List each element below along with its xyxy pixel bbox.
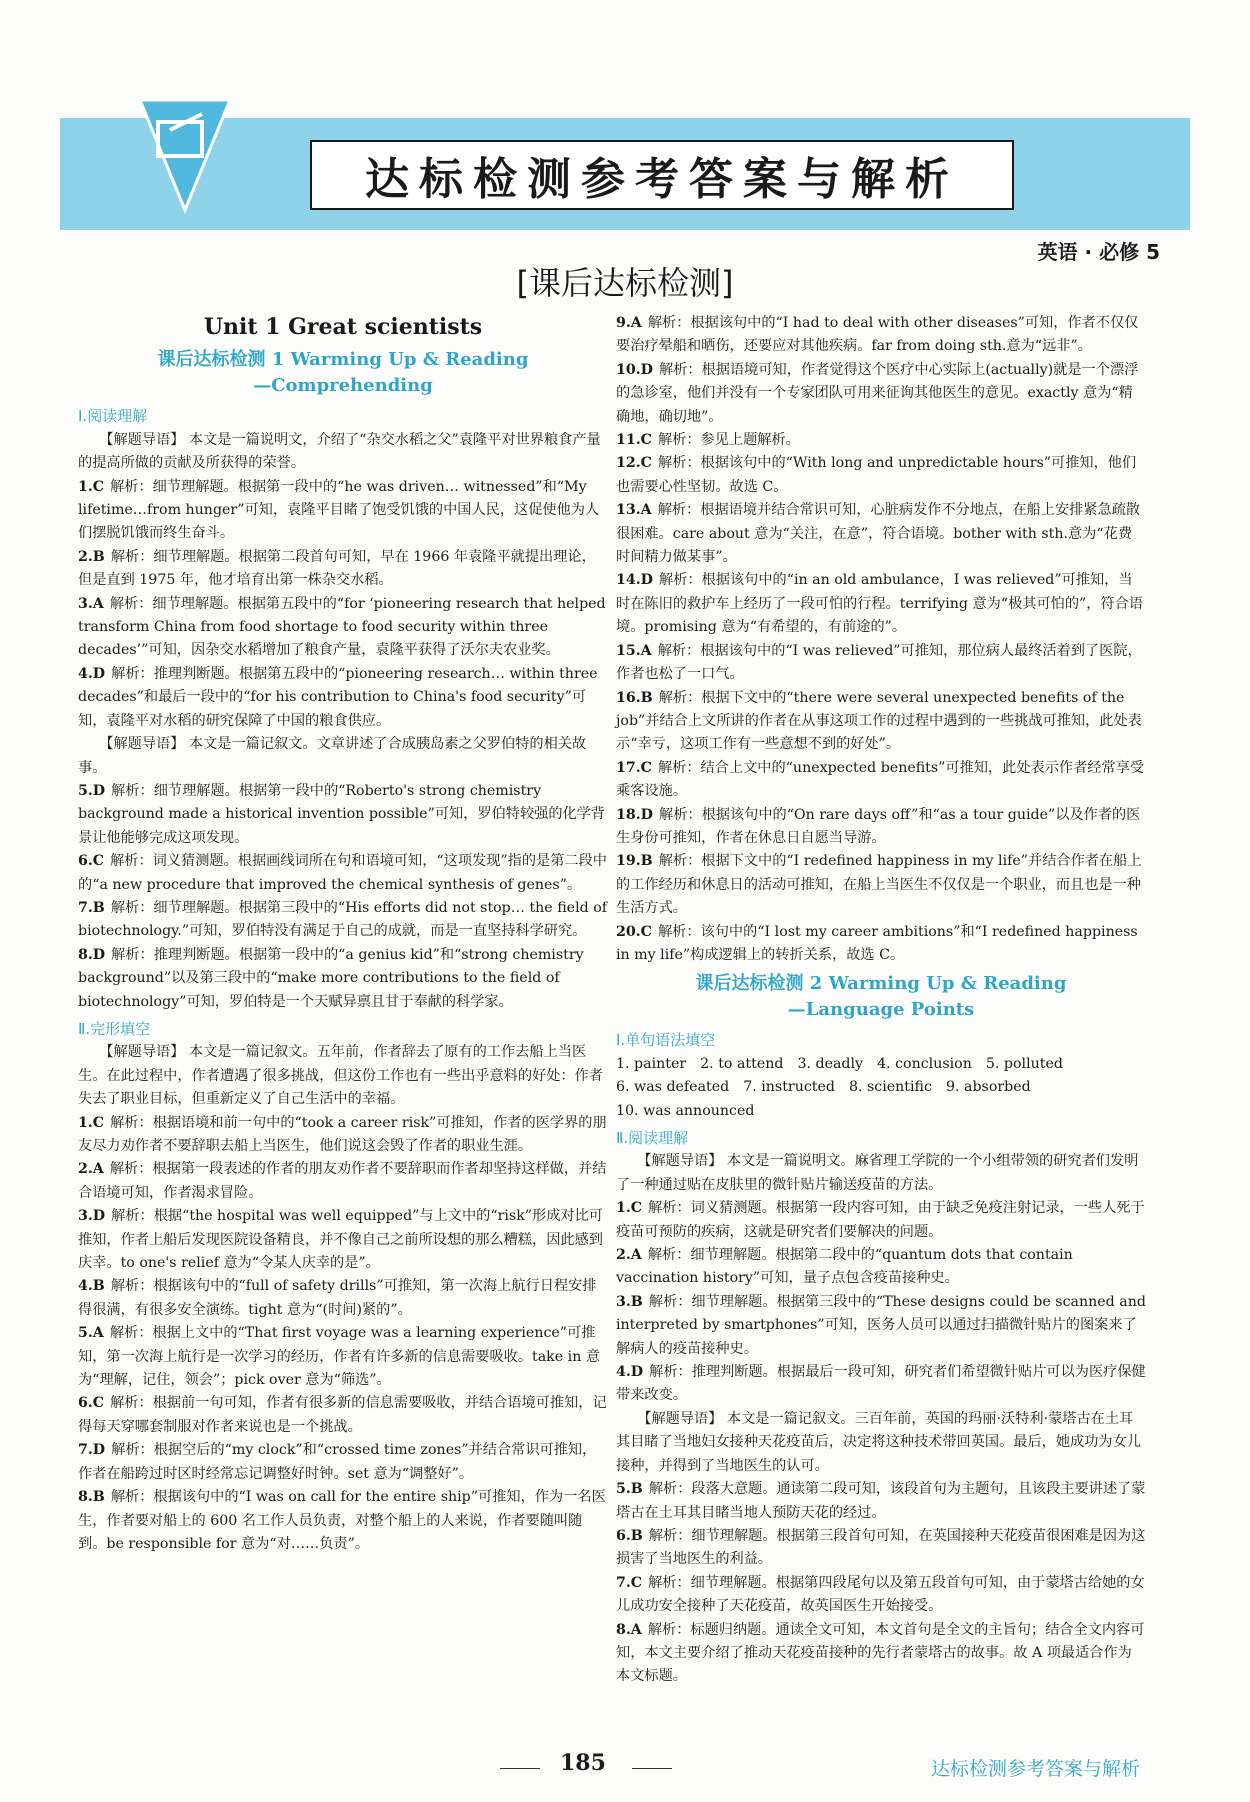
- page-footer: [0, 1750, 1250, 1790]
- answer-number: 2.A: [78, 1161, 104, 1178]
- fill-answer: 2. to attend: [700, 1055, 784, 1072]
- answer-explanation: 解析：根据前一句可知，作者有很多新的信息需要吸收，并结合语境可推知，记得每天穿哪套制服对作者来说也是一个挑战。: [78, 1395, 607, 1435]
- answer-explanation: 解析：根据空后的“my clock”和“crossed time zones”并结合常识可推知，作者在船跨过时区时经常忘记调整好时钟。set 意为“调整好”。: [78, 1442, 597, 1482]
- answer-explanation: 解析：根据语境可知，作者觉得这个医疗中心实际上(actually)就是一个漂浮的急诊室，他们并没有一个专家团队可用来征询其他医生的意见。exactly 意为“精确地，确切地”。: [616, 361, 1139, 425]
- answer-list: [616, 1197, 1146, 1408]
- answer-item: [616, 1244, 1146, 1291]
- answer-explanation: 解析：细节理解题。根据第一段中的“he was driven… witnessed”和“My lifetime…from hunger”可知，袁隆平目睹了饱受饥饿的中国人民，这促使他为人们摆脱饥饿而终生奋斗。: [78, 478, 600, 542]
- answer-item: [616, 1361, 1146, 1408]
- answer-number: 3.D: [78, 1208, 106, 1225]
- answer-explanation: 解析：根据该句中的“full of safety drills”可推知，第一次海上航行日程安排得很满，有很多安全演练。tight 意为“(时间)紧的”。: [78, 1278, 597, 1318]
- answer-item: [78, 476, 608, 546]
- answer-explanation: 解析：根据“the hospital was well equipped”与上文中的“risk”形成对比可推知，作者上船后发现医院设备精良，并不像自己之前所设想的那么糟糕，因此感到庆幸。to one's relief 意为“令某人庆幸的是”。: [78, 1208, 603, 1272]
- lesson-title-line2: —Comprehending: [253, 375, 433, 397]
- answer-item: [78, 1322, 608, 1392]
- answer-number: 7.C: [616, 1574, 643, 1591]
- answer-explanation: 解析：根据语境并结合常识可知，心脏病发作不分地点，在船上安排紧急疏散很困难。care about 意为“关注，在意”，符合语境。bother with sth.意为“花费时间精力做某事”。: [616, 502, 1141, 566]
- answer-explanation: 解析：细节理解题。根据第五段中的“for ‘pioneering research that helped transform China from food shortage to food security within three decades’”可知，因杂交水稻增加了粮食产量，袁隆平获得了沃尔夫农业奖。: [78, 595, 606, 659]
- answer-number: 1.C: [78, 1114, 105, 1131]
- answer-explanation: 解析：标题归纳题。通读全文可知，本文首句是全文的主旨句；结合全文内容可知，本文主要介绍了推动天花疫苗接种的先行者蒙塔古的故事。故 A 项最适合作为本文标题。: [616, 1621, 1145, 1685]
- answer-item: [78, 546, 608, 593]
- answer-explanation: 解析：细节理解题。根据第四段尾句以及第五段首句可知，由于蒙塔古给她的女儿成功安全接种了天花疫苗，故英国医生开始接受。: [616, 1574, 1145, 1615]
- answer-explanation: 解析：细节理解题。根据第三段中的“These designs could be scanned and interpreted by smartphones”可知，医务人员可以通过扫描微针贴片的图案来了解病人的疫苗接种史。: [616, 1293, 1146, 1357]
- answer-number: 8.B: [78, 1489, 105, 1506]
- fill-answer: 7. instructed: [743, 1079, 835, 1096]
- answer-explanation: 解析：推理判断题。根据第一段中的“a genius kid”和“strong chemistry background”以及第三段中的“make more contributions to the field of biotechnology”可知，罗伯特是一个天赋异禀且甘于奉献的科学家。: [78, 946, 584, 1010]
- answer-item: [616, 1478, 1146, 1525]
- answer-item: [616, 687, 1146, 757]
- answer-item: [78, 780, 608, 850]
- answer-number: 4.D: [616, 1364, 644, 1381]
- unit-title: Unit 1 Great scientists: [203, 314, 483, 340]
- answer-item: [616, 429, 1146, 452]
- answer-number: 1.C: [78, 478, 105, 495]
- lesson-title-line2: —Language Points: [787, 999, 975, 1021]
- lesson-title-line1: 课后达标检测 2 Warming Up & Reading: [695, 973, 1067, 995]
- answer-explanation: 解析：根据该句中的“On rare days off”和“as a tour guide”以及作者的医生身份可推知，作者在休息日自愿当导游。: [616, 806, 1141, 846]
- answer-number: 6.C: [78, 853, 105, 870]
- answer-explanation: 解析：根据上文中的“That first voyage was a learning experience”可推知，第一次海上航行是一次学习的经历，作者有许多新的信息需要吸收。take in 意为“理解，记住，领会”；pick over 意为“筛选”。: [78, 1325, 601, 1389]
- answer-item: [616, 569, 1146, 639]
- answer-explanation: 解析：根据该句中的“in an old ambulance，I was relieved”可推知，当时在陈旧的救护车上经历了一段可怕的行程。terrifying 意为“极其可怕的”，符合语境。promising 意为“有希望的，有前途的”。: [616, 572, 1144, 636]
- footer-title: 达标检测参考答案与解析: [930, 1758, 1140, 1780]
- answer-item: [616, 312, 1146, 359]
- answer-list: [78, 476, 608, 733]
- answer-explanation: 解析：词义猜测题。根据画线词所在句和语境可知，“这项发现”指的是第二段中的“a new procedure that improved the chemical synthesis of genes”。: [78, 853, 607, 893]
- answer-explanation: 解析：根据该句中的“I was relieved”可推知，那位病人最终活着到了医院，作者也松了一口气。: [616, 642, 1142, 683]
- guide-paragraph: 【解题导语】 本文是一篇记叙文。文章讲述了合成胰岛素之父罗伯特的相关故事。: [78, 736, 587, 776]
- subsection-reading: Ⅱ.阅读理解: [616, 1129, 689, 1147]
- answer-number: 13.A: [616, 502, 652, 519]
- answer-item: [78, 897, 608, 944]
- answer-item: [78, 593, 608, 663]
- answer-item: [78, 944, 608, 1014]
- answer-item: [616, 1525, 1146, 1572]
- lesson-title: [616, 971, 1146, 1023]
- subject-label: 英语 · 必修 5: [1037, 240, 1160, 264]
- answer-item: [78, 1486, 608, 1556]
- answer-explanation: 解析：段落大意题。通读第二段可知，该段首句为主题句，且该段主要讲述了蒙塔古在土耳其目睹当地人预防天花的经过。: [616, 1481, 1146, 1521]
- answer-explanation: 解析：细节理解题。根据第三段首句可知，在英国接种天花疫苗很困难是因为这损害了当地医生的利益。: [616, 1527, 1146, 1568]
- guide-paragraph: 【解题导语】 本文是一篇说明文。麻省理工学院的一个小组带领的研究者们发明了一种通过贴在皮肤里的微针贴片输送疫苗的方法。: [616, 1153, 1139, 1193]
- answer-number: 19.B: [616, 853, 653, 870]
- answer-explanation: 解析：根据该句中的“I was on call for the entire ship”可推知，作为一名医生，作者要对船上的 600 名工作人员负责，对整个船上的人来说，作者要随叫随到。be responsible for 意为“对……负责”。: [78, 1489, 606, 1552]
- page-number: 185: [560, 1750, 606, 1776]
- lesson-title: [78, 347, 608, 399]
- subsection-cloze: Ⅱ.完形填空: [78, 1019, 151, 1038]
- fill-answers-row: [616, 1100, 1146, 1123]
- answer-item: [78, 1439, 608, 1486]
- answer-explanation: 解析：参见上题解析。: [657, 432, 800, 449]
- answer-number: 17.C: [616, 759, 652, 776]
- answer-item: [78, 1392, 608, 1439]
- answer-number: 5.A: [78, 1325, 104, 1342]
- answer-list: [78, 1112, 608, 1557]
- answer-number: 7.B: [78, 899, 105, 916]
- answer-number: 16.B: [616, 689, 653, 706]
- book-quill-logo-icon: [110, 100, 260, 250]
- answer-explanation: 解析：细节理解题。根据第二段首句可知，早在 1966 年袁隆平就提出理论，但是直到 1975 年，他才培育出第一株杂交水稻。: [78, 548, 596, 589]
- answer-number: 11.C: [616, 432, 652, 449]
- answer-explanation: 解析：推理判断题。根据第五段中的“pioneering research… within three decades”和最后一段中的“for his contribution to China's food security”可知，袁隆平对水稻的研究保障了中国的粮食供应。: [78, 665, 598, 729]
- answer-explanation: 解析：根据下文中的“there were several unexpected benefits of the job”并结合上文所讲的作者在从事这项工作的过程中遇到的一些挑战可推知，此处表示“幸亏，这项工作有一些意想不到的好处”。: [616, 689, 1142, 753]
- answer-item: [616, 850, 1146, 920]
- fill-answer: 9. absorbed: [945, 1079, 1031, 1096]
- fill-answer: 8. scientific: [848, 1079, 932, 1096]
- answer-number: 6.C: [78, 1395, 105, 1412]
- answer-item: [616, 640, 1146, 687]
- section-title: [课后达标检测]: [516, 264, 734, 302]
- answer-explanation: 解析：细节理解题。根据第一段中的“Roberto's strong chemistry background made a historical invention possible”可知，罗伯特较强的化学背景让他能够完成这项发现。: [78, 782, 606, 846]
- answer-number: 12.C: [616, 455, 652, 472]
- banner-title-box: [310, 140, 1014, 210]
- answer-number: 1.C: [616, 1200, 643, 1217]
- answer-number: 4.B: [78, 1278, 105, 1295]
- answer-item: [616, 1619, 1146, 1689]
- answer-number: 4.D: [78, 665, 106, 682]
- left-column: [78, 312, 608, 1556]
- answer-explanation: 解析：词义猜测题。根据第一段内容可知，由于缺乏免疫注射记录，一些人死于疫苗可预防的疾病，这就是研究者们要解决的问题。: [616, 1200, 1145, 1240]
- lesson-title-line1: 课后达标检测 1 Warming Up & Reading: [157, 349, 529, 371]
- answer-item: [78, 1112, 608, 1159]
- answer-item: [78, 663, 608, 733]
- fill-answers-row: [616, 1076, 1146, 1099]
- answer-explanation: 解析：该句中的“I lost my career ambitions”和“I redefined happiness in my life”构成逻辑上的转折关系，故选 C。: [616, 923, 1138, 963]
- answer-number: 20.C: [616, 923, 652, 940]
- answer-number: 2.A: [616, 1247, 642, 1264]
- answer-explanation: 解析：结合上文中的“unexpected benefits”可推知，此处表示作者经常享受乘客设施。: [616, 759, 1145, 800]
- footer-dash-right: [632, 1768, 672, 1769]
- answer-number: 10.D: [616, 361, 653, 378]
- answer-item: [616, 921, 1146, 968]
- answer-list: [78, 780, 608, 1014]
- answer-item: [616, 499, 1146, 569]
- answer-item: [616, 359, 1146, 429]
- answer-number: 18.D: [616, 806, 653, 823]
- answer-number: 14.D: [616, 572, 653, 589]
- guide-paragraph: 【解题导语】 本文是一篇记叙文。三百年前，英国的玛丽·沃特利·蒙塔古在土耳其目睹了当地妇女接种天花疫苗后，决定将这种技术带回英国。最后，她成功为女儿接种，并得到了当地医生的认可。: [616, 1410, 1141, 1474]
- answer-list: [616, 1478, 1146, 1689]
- answer-number: 3.A: [78, 595, 104, 612]
- answer-explanation: 解析：根据下文中的“I redefined happiness in my life”并结合作者在船上的工作经历和休息日的活动可推知，在船上当医生不仅仅是一个职业，而且也是一种生活方式。: [616, 853, 1142, 917]
- subsection-grammar-fill: Ⅰ.单句语法填空: [616, 1031, 716, 1050]
- answer-explanation: 解析：推理判断题。根据最后一段可知，研究者们希望微针贴片可以为医疗保健带来改变。: [616, 1364, 1146, 1404]
- answer-item: [616, 1572, 1146, 1619]
- answer-number: 5.D: [78, 782, 106, 799]
- fill-answer: 1. painter: [616, 1055, 687, 1072]
- answer-number: 5.B: [616, 1481, 643, 1498]
- answer-explanation: 解析：根据第一段表述的作者的朋友劝作者不要辞职而作者却坚持这样做，并结合语境可知，作者渴求冒险。: [78, 1161, 607, 1201]
- answer-number: 2.B: [78, 548, 105, 565]
- banner-title: 达标检测参考答案与解析: [365, 154, 959, 205]
- guide-paragraph: 【解题导语】 本文是一篇记叙文。五年前，作者辞去了原有的工作去船上当医生。在此过程中，作者遭遇了很多挑战，但这份工作也有一些出乎意料的好处：作者失去了职业目标，但重新定义了自己生活中的幸福。: [78, 1044, 603, 1108]
- answer-item: [78, 1158, 608, 1205]
- answer-item: [616, 1197, 1146, 1244]
- answer-number: 3.B: [616, 1293, 643, 1310]
- right-column: [616, 312, 1146, 1689]
- answer-number: 7.D: [78, 1442, 106, 1459]
- guide-paragraph: 【解题导语】 本文是一篇说明文，介绍了“杂交水稻之父”袁隆平对世界粮食产量的提高所做的贡献及所获得的荣誉。: [78, 431, 601, 472]
- answer-number: 8.D: [78, 946, 106, 963]
- fill-answer: 10. was announced: [616, 1102, 755, 1119]
- answer-item: [616, 757, 1146, 804]
- answer-item: [616, 804, 1146, 851]
- fill-answers-row: [616, 1053, 1146, 1076]
- answer-explanation: 解析：细节理解题。根据第二段中的“quantum dots that contain vaccination history”可知，量子点包含疫苗接种史。: [616, 1247, 1073, 1287]
- fill-answer: 5. polluted: [985, 1055, 1063, 1072]
- answer-item: [78, 1275, 608, 1322]
- answer-explanation: 解析：细节理解题。根据第三段中的“His efforts did not stop… the field of biotechnology.”可知，罗伯特没有满足于自己的成就，而是一直坚持科学研究。: [78, 899, 607, 940]
- fill-answer: 6. was defeated: [616, 1079, 730, 1096]
- answer-number: 6.B: [616, 1527, 643, 1544]
- footer-dash-left: [500, 1768, 540, 1769]
- answer-item: [616, 452, 1146, 499]
- answer-list: [616, 312, 1146, 967]
- answer-number: 15.A: [616, 642, 652, 659]
- subsection-reading: Ⅰ.阅读理解: [78, 407, 148, 426]
- fill-answer: 4. conclusion: [877, 1055, 972, 1072]
- answer-number: 8.A: [616, 1621, 642, 1638]
- fill-answer: 3. deadly: [797, 1055, 864, 1072]
- answer-explanation: 解析：根据该句中的“With long and unpredictable hours”可推知，他们也需要心性坚韧。故选 C。: [616, 455, 1137, 495]
- answer-item: [616, 1291, 1146, 1361]
- answer-explanation: 解析：根据该句中的“I had to deal with other diseases”可知，作者不仅仅要治疗晕船和晒伤，还要应对其他疾病。far from doing sth.意为“远非”。: [616, 315, 1139, 355]
- answer-item: [78, 850, 608, 897]
- answer-explanation: 解析：根据语境和前一句中的“took a career risk”可推知，作者的医学界的朋友尽力劝作者不要辞职去船上当医生，他们说这会毁了作者的职业生涯。: [78, 1114, 607, 1154]
- answer-number: 9.A: [616, 315, 642, 331]
- answer-item: [78, 1205, 608, 1275]
